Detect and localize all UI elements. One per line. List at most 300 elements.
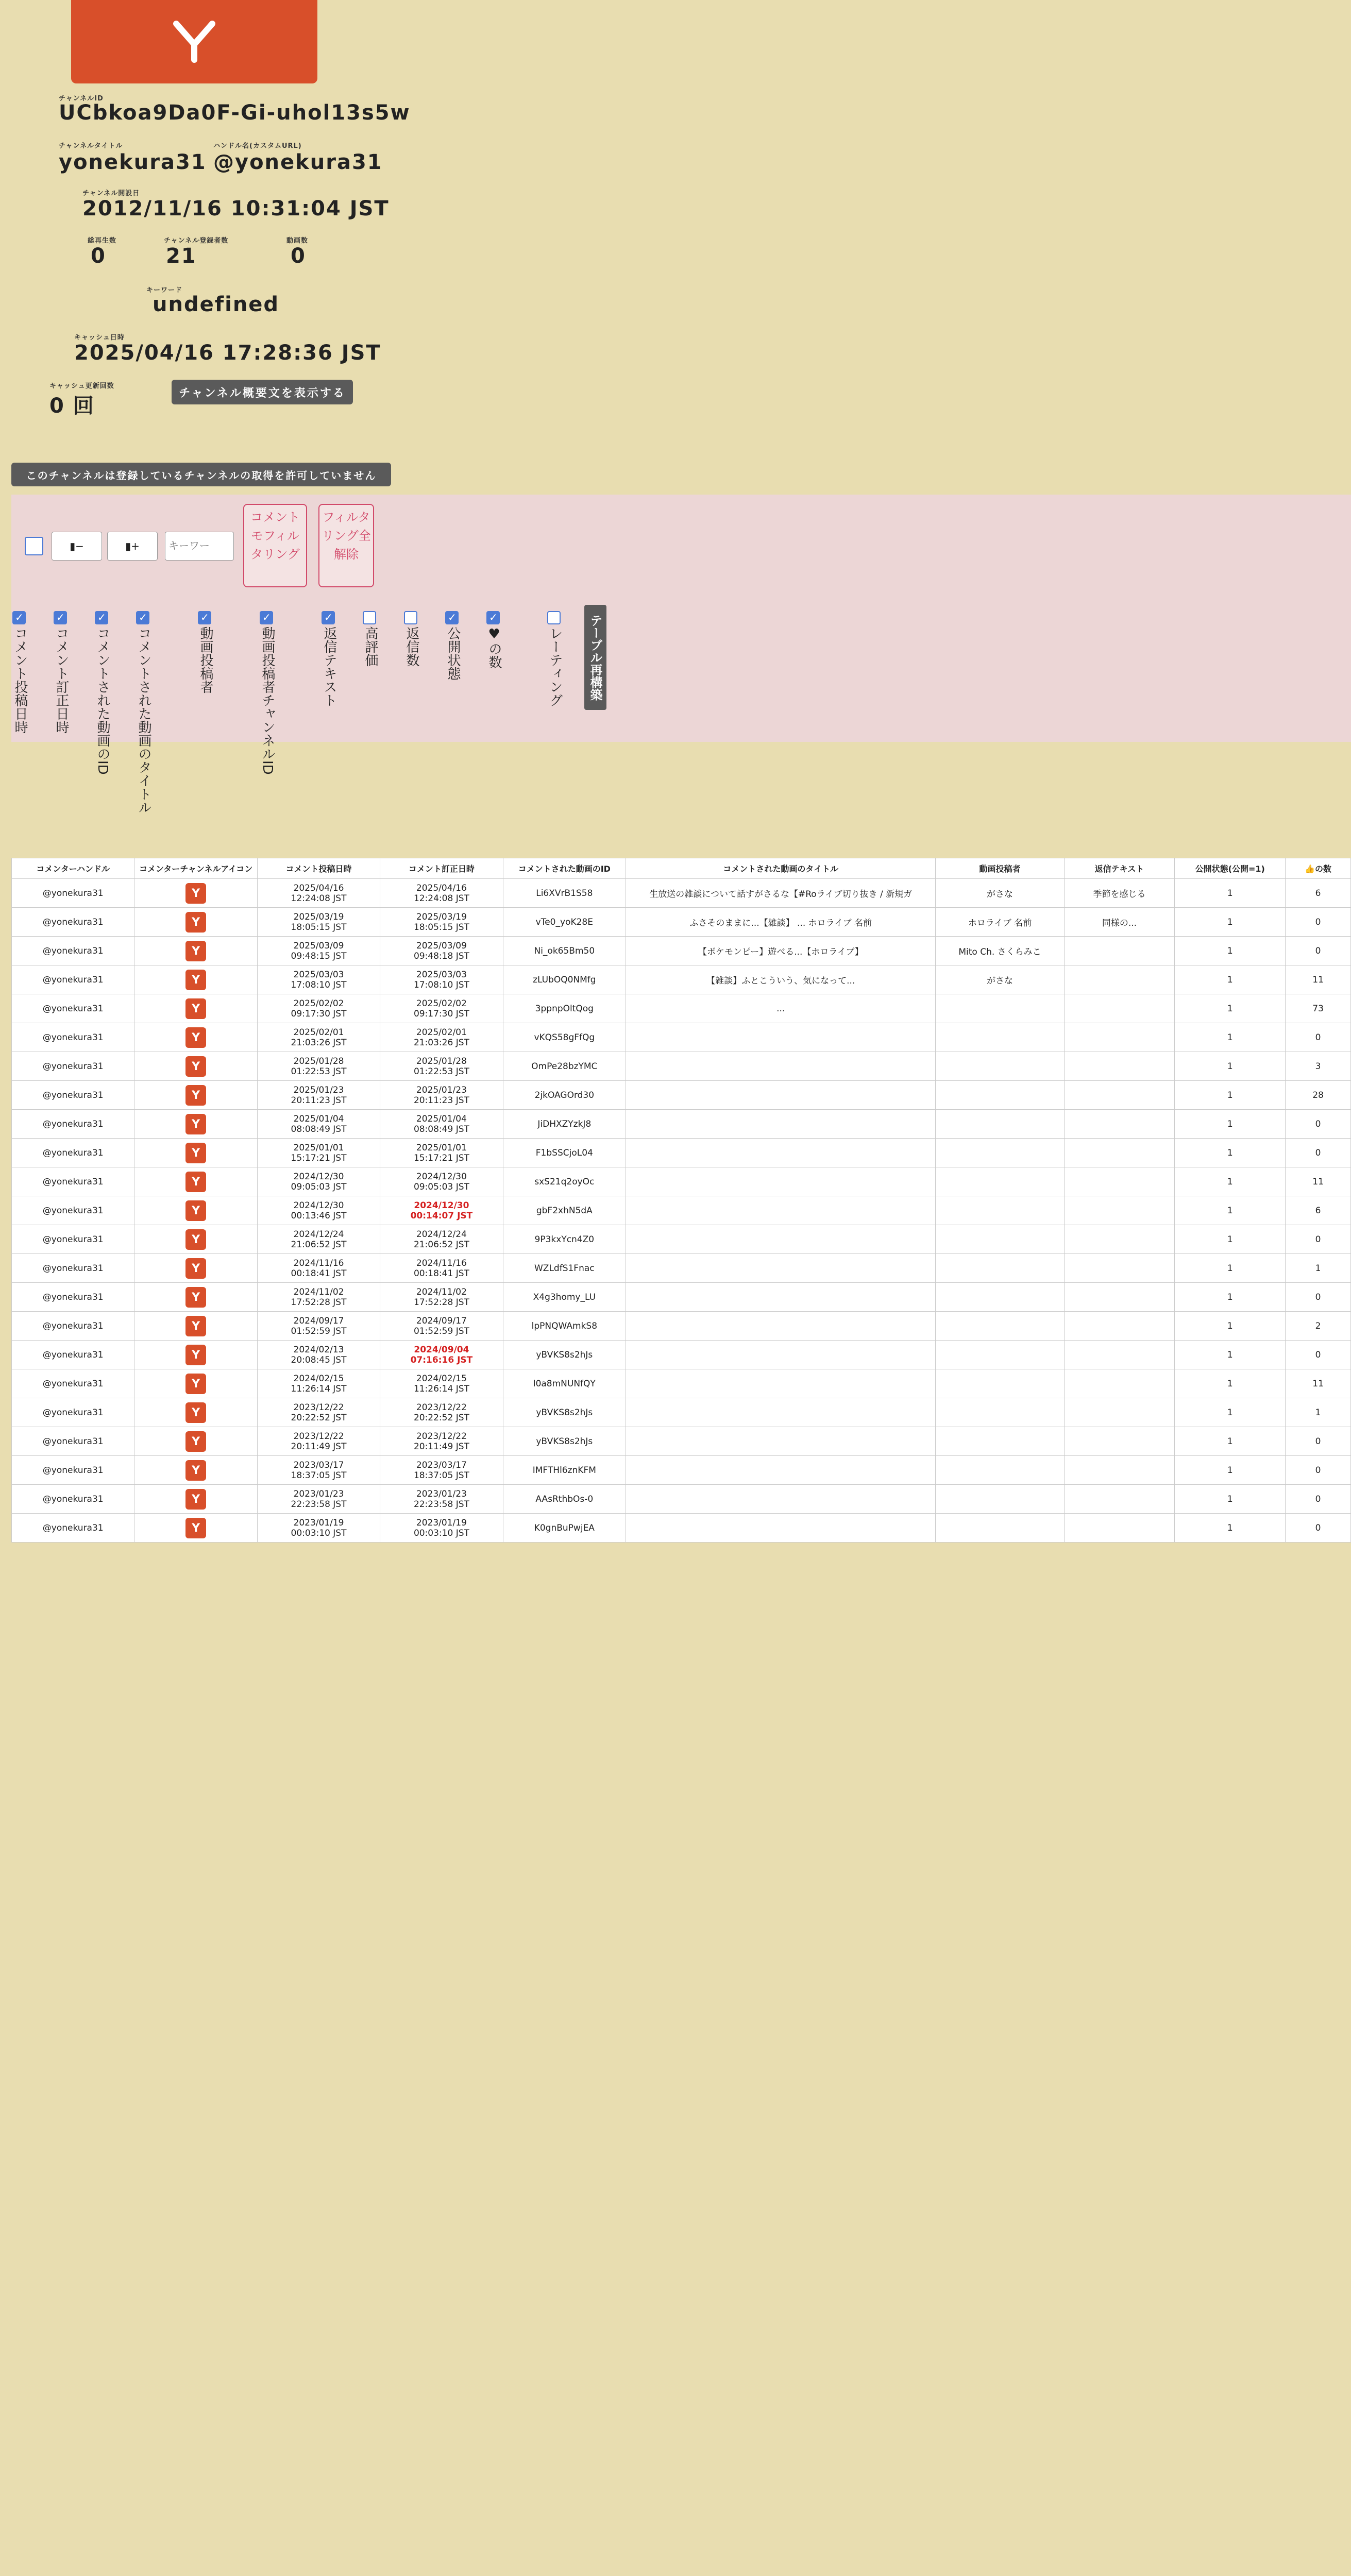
cell-uploader <box>936 1167 1064 1196</box>
cell-edited: 2024/02/15 11:26:14 JST <box>380 1369 503 1398</box>
cell-handle: @yonekura31 <box>12 1312 134 1341</box>
channel-avatar-icon[interactable] <box>185 1431 206 1452</box>
cell-reply <box>1064 1225 1175 1254</box>
expand-button[interactable]: ▮+ <box>107 532 158 561</box>
channel-avatar-icon[interactable] <box>185 1143 206 1163</box>
cell-public: 1 <box>1175 1427 1286 1456</box>
channel-avatar-icon[interactable] <box>185 1316 206 1336</box>
cell-video-title[interactable] <box>626 1398 936 1427</box>
views-label: 総再生数 <box>88 237 117 245</box>
th-icon[interactable]: コメンターチャンネルアイコン <box>134 858 257 879</box>
channel-avatar-icon[interactable] <box>185 883 206 904</box>
cell-video-id[interactable]: 2jkOAGOrd30 <box>503 1081 626 1110</box>
cell-video-id[interactable]: yBVKS8s2hJs <box>503 1398 626 1427</box>
table-row <box>12 1485 1351 1514</box>
cell-likes: 0 <box>1286 1283 1351 1312</box>
cell-video-id[interactable]: AAsRthbOs-0 <box>503 1485 626 1514</box>
cell-icon <box>134 1485 257 1514</box>
cell-uploader <box>936 1398 1064 1427</box>
cell-uploader <box>936 1485 1064 1514</box>
views-count: 0 <box>91 244 106 268</box>
cell-likes: 0 <box>1286 937 1351 965</box>
cell-video-title[interactable] <box>626 1254 936 1283</box>
channel-avatar-icon[interactable] <box>185 1287 206 1308</box>
cell-uploader <box>936 1139 1064 1167</box>
cell-handle: @yonekura31 <box>12 937 134 965</box>
th-public[interactable]: 公開状態(公開=1) <box>1175 858 1286 879</box>
cell-public: 1 <box>1175 1052 1286 1081</box>
cell-likes: 11 <box>1286 965 1351 994</box>
cache-count-label: キャッシュ更新回数 <box>49 382 114 390</box>
table-row <box>12 994 1351 1023</box>
column-toggle-3[interactable] <box>95 611 108 624</box>
comment-filter-button[interactable]: コメントモフィルタリング <box>243 504 307 587</box>
table-row <box>12 879 1351 908</box>
cell-public: 1 <box>1175 1283 1286 1312</box>
cell-uploader: Mito Ch. さくらみこ <box>936 937 1064 965</box>
cell-edited: 2025/02/02 09:17:30 JST <box>380 994 503 1023</box>
column-toggle-10[interactable] <box>445 611 459 624</box>
cell-edited: 2025/03/19 18:05:15 JST <box>380 908 503 937</box>
channel-avatar-icon[interactable] <box>185 998 206 1019</box>
cell-public: 1 <box>1175 1023 1286 1052</box>
channel-avatar-icon[interactable] <box>185 1229 206 1250</box>
column-label-1: コメント投稿日時 <box>12 626 28 734</box>
channel-avatar-icon[interactable] <box>185 1200 206 1221</box>
cell-uploader <box>936 1023 1064 1052</box>
column-toggle-9[interactable] <box>404 611 417 624</box>
cell-uploader <box>936 1427 1064 1456</box>
cell-handle: @yonekura31 <box>12 879 134 908</box>
cell-handle: @yonekura31 <box>12 1167 134 1196</box>
cell-video-title[interactable] <box>626 1427 936 1456</box>
y-logo-icon <box>171 19 217 65</box>
cell-reply <box>1064 1052 1175 1081</box>
cell-likes: 0 <box>1286 1225 1351 1254</box>
cell-edited: 2024/12/24 21:06:52 JST <box>380 1225 503 1254</box>
cell-public: 1 <box>1175 937 1286 965</box>
th-uploader[interactable]: 動画投稿者 <box>936 858 1064 879</box>
cell-uploader <box>936 1514 1064 1543</box>
cell-reply <box>1064 965 1175 994</box>
cell-handle: @yonekura31 <box>12 1427 134 1456</box>
cell-handle: @yonekura31 <box>12 1081 134 1110</box>
cell-icon <box>134 1369 257 1398</box>
cell-public: 1 <box>1175 1167 1286 1196</box>
cell-video-title[interactable] <box>626 1110 936 1139</box>
cell-video-title[interactable]: 【雑談】ふとこういう、気になって... <box>626 965 936 994</box>
cell-likes: 0 <box>1286 1427 1351 1456</box>
column-label-11: ♥の数 <box>486 626 502 669</box>
table-row <box>12 937 1351 965</box>
show-description-button[interactable]: チャンネル概要文を表示する <box>172 380 353 404</box>
cell-video-id[interactable]: gbF2xhN5dA <box>503 1196 626 1225</box>
cell-video-title[interactable] <box>626 1312 936 1341</box>
channel-avatar-icon[interactable] <box>185 1056 206 1077</box>
channel-avatar-icon[interactable] <box>185 1402 206 1423</box>
table-row <box>12 1023 1351 1052</box>
cell-likes: 0 <box>1286 1110 1351 1139</box>
column-label-7: 返信テキスト <box>322 626 337 707</box>
cell-posted: 2024/12/24 21:06:52 JST <box>257 1225 380 1254</box>
cell-video-title[interactable] <box>626 1514 936 1543</box>
table-row <box>12 1081 1351 1110</box>
created-date: 2012/11/16 10:31:04 JST <box>82 197 390 221</box>
cell-video-id[interactable]: JiDHXZYzkJ8 <box>503 1110 626 1139</box>
th-video-id[interactable]: コメントされた動画のID <box>503 858 626 879</box>
channel-avatar-icon[interactable] <box>185 1460 206 1481</box>
cell-public: 1 <box>1175 1110 1286 1139</box>
channel-avatar-icon[interactable] <box>185 1518 206 1538</box>
cell-reply: 同様の... <box>1064 908 1175 937</box>
cell-handle: @yonekura31 <box>12 1514 134 1543</box>
cell-edited: 2025/01/04 08:08:49 JST <box>380 1110 503 1139</box>
cell-reply <box>1064 1369 1175 1398</box>
cell-uploader <box>936 994 1064 1023</box>
cell-posted: 2023/01/19 00:03:10 JST <box>257 1514 380 1543</box>
cell-video-id[interactable]: 3ppnpOltQog <box>503 994 626 1023</box>
cell-posted: 2025/03/19 18:05:15 JST <box>257 908 380 937</box>
table-row <box>12 1052 1351 1081</box>
cell-video-id[interactable]: yBVKS8s2hJs <box>503 1341 626 1369</box>
channel-avatar-icon[interactable] <box>185 1258 206 1279</box>
table-header-row <box>12 858 1351 879</box>
cell-video-id[interactable]: yBVKS8s2hJs <box>503 1427 626 1456</box>
table-row <box>12 1254 1351 1283</box>
keyword-input[interactable] <box>165 532 234 561</box>
cell-reply <box>1064 1485 1175 1514</box>
cell-video-id[interactable]: sxS21q2oyOc <box>503 1167 626 1196</box>
cell-icon <box>134 1254 257 1283</box>
cell-icon <box>134 1514 257 1543</box>
column-toggle-7[interactable] <box>322 611 335 624</box>
cell-public: 1 <box>1175 1341 1286 1369</box>
cell-uploader <box>936 1283 1064 1312</box>
cell-video-title[interactable] <box>626 1225 936 1254</box>
cell-video-id[interactable]: l0a8mNUNfQY <box>503 1369 626 1398</box>
cell-video-id[interactable]: lpPNQWAmkS8 <box>503 1312 626 1341</box>
cell-video-title[interactable]: ... <box>626 994 936 1023</box>
table-body <box>12 879 1351 1543</box>
created-label: チャンネル開設日 <box>82 190 140 197</box>
cell-edited: 2024/11/16 00:18:41 JST <box>380 1254 503 1283</box>
cell-likes: 0 <box>1286 1341 1351 1369</box>
cell-public: 1 <box>1175 1081 1286 1110</box>
subscription-notice: このチャンネルは登録しているチャンネルの取得を許可していません <box>11 463 391 486</box>
select-all-checkbox[interactable] <box>25 537 43 555</box>
cell-likes: 0 <box>1286 908 1351 937</box>
cell-uploader: ホロライブ 名前 <box>936 908 1064 937</box>
th-likes[interactable]: 👍の数 <box>1286 858 1351 879</box>
channel-avatar-icon[interactable] <box>185 912 206 933</box>
cell-video-id[interactable]: OmPe28bzYMC <box>503 1052 626 1081</box>
cell-reply <box>1064 1139 1175 1167</box>
cell-edited: 2024/12/30 00:14:07 JST <box>380 1196 503 1225</box>
cell-video-title[interactable] <box>626 1283 936 1312</box>
cell-icon <box>134 1427 257 1456</box>
table-row <box>12 1398 1351 1427</box>
channel-id: UCbkoa9Da0F-Gi-uhol13s5w <box>59 101 411 125</box>
cell-posted: 2025/04/16 12:24:08 JST <box>257 879 380 908</box>
cell-posted: 2024/09/17 01:52:59 JST <box>257 1312 380 1341</box>
cell-video-title[interactable] <box>626 1081 936 1110</box>
column-toggle-8[interactable] <box>363 611 376 624</box>
cell-likes: 11 <box>1286 1369 1351 1398</box>
cell-public: 1 <box>1175 1369 1286 1398</box>
cell-video-title[interactable] <box>626 1196 936 1225</box>
cell-uploader <box>936 1052 1064 1081</box>
cell-handle: @yonekura31 <box>12 1225 134 1254</box>
column-toggle-1[interactable] <box>12 611 26 624</box>
cell-likes: 28 <box>1286 1081 1351 1110</box>
column-label-2: コメント訂正日時 <box>54 626 69 734</box>
th-edited[interactable]: コメント訂正日時 <box>380 858 503 879</box>
table-row <box>12 1456 1351 1485</box>
column-label-12: レーティング <box>547 626 563 707</box>
cell-uploader <box>936 1196 1064 1225</box>
cell-posted: 2024/02/13 20:08:45 JST <box>257 1341 380 1369</box>
column-toggle-12[interactable] <box>547 611 561 624</box>
table-row <box>12 1514 1351 1543</box>
table-row <box>12 1139 1351 1167</box>
cell-icon <box>134 1456 257 1485</box>
cell-public: 1 <box>1175 965 1286 994</box>
cell-edited: 2024/09/17 01:52:59 JST <box>380 1312 503 1341</box>
channel-avatar-icon[interactable] <box>185 1374 206 1394</box>
cell-posted: 2023/01/23 22:23:58 JST <box>257 1485 380 1514</box>
table-row <box>12 1225 1351 1254</box>
cache-date: 2025/04/16 17:28:36 JST <box>74 341 381 365</box>
column-label-9: 返信数 <box>404 626 419 667</box>
cell-icon <box>134 1167 257 1196</box>
cell-video-title[interactable]: 生放送の雑談について話すがさるな【#Roライブ切り抜き / 新規ガ <box>626 879 936 908</box>
table-row <box>12 1312 1351 1341</box>
cell-edited: 2023/01/19 00:03:10 JST <box>380 1514 503 1543</box>
cell-video-title[interactable] <box>626 1023 936 1052</box>
table-row <box>12 965 1351 994</box>
cell-uploader <box>936 1341 1064 1369</box>
cell-handle: @yonekura31 <box>12 1369 134 1398</box>
cell-posted: 2025/01/28 01:22:53 JST <box>257 1052 380 1081</box>
rebuild-table-button[interactable]: テーブル再構築 <box>584 605 606 710</box>
channel-title-label: チャンネルタイトル <box>59 142 123 150</box>
cell-posted: 2025/03/03 17:08:10 JST <box>257 965 380 994</box>
cell-edited: 2023/12/22 20:11:49 JST <box>380 1427 503 1456</box>
cell-reply <box>1064 937 1175 965</box>
cell-reply <box>1064 1110 1175 1139</box>
cell-handle: @yonekura31 <box>12 1196 134 1225</box>
table-row <box>12 1283 1351 1312</box>
cell-public: 1 <box>1175 1139 1286 1167</box>
keywords-value: undefined <box>153 293 280 316</box>
column-label-5: 動画投稿者 <box>198 626 213 693</box>
table-row <box>12 1427 1351 1456</box>
th-reply[interactable]: 返信テキスト <box>1064 858 1175 879</box>
cell-icon <box>134 879 257 908</box>
cell-reply <box>1064 1254 1175 1283</box>
cell-edited: 2023/03/17 18:37:05 JST <box>380 1456 503 1485</box>
cell-video-title[interactable] <box>626 1485 936 1514</box>
column-toggle-5[interactable] <box>198 611 211 624</box>
cell-video-id[interactable]: vTe0_yoK28E <box>503 908 626 937</box>
cell-edited: 2025/04/16 12:24:08 JST <box>380 879 503 908</box>
cell-uploader <box>936 1369 1064 1398</box>
channel-handle: @yonekura31 <box>213 150 383 174</box>
cell-icon <box>134 1023 257 1052</box>
cell-icon <box>134 1283 257 1312</box>
cell-uploader: がさな <box>936 965 1064 994</box>
cell-video-title[interactable] <box>626 1167 936 1196</box>
cell-video-title[interactable] <box>626 1341 936 1369</box>
cell-icon <box>134 1110 257 1139</box>
cell-uploader <box>936 1456 1064 1485</box>
cell-edited: 2025/01/28 01:22:53 JST <box>380 1052 503 1081</box>
collapse-button[interactable]: ▮− <box>52 532 102 561</box>
cell-video-title[interactable]: 【ボケモンピー】遊べる...【ホロライブ】 <box>626 937 936 965</box>
cell-handle: @yonekura31 <box>12 1110 134 1139</box>
cell-reply <box>1064 1167 1175 1196</box>
cell-posted: 2024/02/15 11:26:14 JST <box>257 1369 380 1398</box>
cell-handle: @yonekura31 <box>12 1254 134 1283</box>
cell-posted: 2024/12/30 09:05:03 JST <box>257 1167 380 1196</box>
cell-icon <box>134 1052 257 1081</box>
cell-public: 1 <box>1175 1312 1286 1341</box>
cell-edited: 2025/03/03 17:08:10 JST <box>380 965 503 994</box>
cell-likes: 1 <box>1286 1398 1351 1427</box>
cell-video-id[interactable]: vKQS58gFfQg <box>503 1023 626 1052</box>
channel-avatar-icon[interactable] <box>185 1489 206 1510</box>
cell-video-id[interactable]: Ni_ok65Bm50 <box>503 937 626 965</box>
table-row <box>12 1167 1351 1196</box>
cell-handle: @yonekura31 <box>12 1398 134 1427</box>
cell-reply <box>1064 1023 1175 1052</box>
cell-video-title[interactable]: ふさそのままに...【雑談】 ... ホロライブ 名前 <box>626 908 936 937</box>
cell-edited: 2024/11/02 17:52:28 JST <box>380 1283 503 1312</box>
column-label-10: 公開状態 <box>445 626 461 680</box>
cell-icon <box>134 937 257 965</box>
cell-likes: 11 <box>1286 1167 1351 1196</box>
cell-handle: @yonekura31 <box>12 1456 134 1485</box>
cell-video-id[interactable]: Li6XVrB1S58 <box>503 879 626 908</box>
channel-avatar-icon[interactable] <box>185 970 206 990</box>
channel-title: yonekura31 <box>59 150 207 174</box>
keywords-label: キーワード <box>146 286 183 294</box>
cell-handle: @yonekura31 <box>12 1052 134 1081</box>
cache-label: キャッシュ日時 <box>74 334 125 342</box>
cell-video-id[interactable]: F1bSSCjoL04 <box>503 1139 626 1167</box>
th-posted[interactable]: コメント投稿日時 <box>257 858 380 879</box>
cell-likes: 3 <box>1286 1052 1351 1081</box>
column-toggle-11[interactable] <box>486 611 500 624</box>
cell-likes: 6 <box>1286 879 1351 908</box>
table-row <box>12 1341 1351 1369</box>
cell-public: 1 <box>1175 1485 1286 1514</box>
channel-avatar-icon[interactable] <box>185 1027 206 1048</box>
cell-posted: 2023/12/22 20:11:49 JST <box>257 1427 380 1456</box>
cell-edited: 2023/01/23 22:23:58 JST <box>380 1485 503 1514</box>
cell-video-id[interactable]: 9P3kxYcn4Z0 <box>503 1225 626 1254</box>
cell-edited: 2025/02/01 21:03:26 JST <box>380 1023 503 1052</box>
cell-icon <box>134 994 257 1023</box>
cell-icon <box>134 1081 257 1110</box>
column-label-6: 動画投稿者チャンネルID <box>260 626 275 775</box>
cell-video-title[interactable] <box>626 1456 936 1485</box>
cell-uploader: がさな <box>936 879 1064 908</box>
cache-count: 0 回 <box>49 394 95 418</box>
handle-label: ハンドル名(カスタムURL) <box>213 142 302 150</box>
control-panel <box>11 495 1351 814</box>
cell-video-id[interactable]: WZLdfS1Fnac <box>503 1254 626 1283</box>
filter-clear-button[interactable]: フィルタリング全解除 <box>318 504 374 587</box>
cell-edited: 2025/01/01 15:17:21 JST <box>380 1139 503 1167</box>
cell-posted: 2024/11/02 17:52:28 JST <box>257 1283 380 1312</box>
cell-reply <box>1064 1312 1175 1341</box>
column-toggle-2[interactable] <box>54 611 67 624</box>
cell-likes: 0 <box>1286 1456 1351 1485</box>
cell-posted: 2023/03/17 18:37:05 JST <box>257 1456 380 1485</box>
cell-video-title[interactable] <box>626 1139 936 1167</box>
cell-handle: @yonekura31 <box>12 1283 134 1312</box>
cell-handle: @yonekura31 <box>12 1023 134 1052</box>
channel-logo <box>71 0 317 83</box>
cell-edited: 2025/01/23 20:11:23 JST <box>380 1081 503 1110</box>
channel-avatar-icon[interactable] <box>185 941 206 961</box>
channel-id-label: チャンネルID <box>59 95 104 103</box>
cell-video-id[interactable]: zLUbOQ0NMfg <box>503 965 626 994</box>
cell-icon <box>134 1341 257 1369</box>
comments-table-wrapper <box>11 858 1351 2576</box>
cell-posted: 2025/02/01 21:03:26 JST <box>257 1023 380 1052</box>
cell-public: 1 <box>1175 1254 1286 1283</box>
cell-posted: 2025/01/23 20:11:23 JST <box>257 1081 380 1110</box>
column-toggle-4[interactable] <box>136 611 149 624</box>
cell-video-id[interactable]: X4g3homy_LU <box>503 1283 626 1312</box>
cell-video-title[interactable] <box>626 1052 936 1081</box>
cell-likes: 6 <box>1286 1196 1351 1225</box>
cell-posted: 2023/12/22 20:22:52 JST <box>257 1398 380 1427</box>
cell-public: 1 <box>1175 1456 1286 1485</box>
channel-avatar-icon[interactable] <box>185 1114 206 1134</box>
cell-handle: @yonekura31 <box>12 1341 134 1369</box>
th-video-title[interactable]: コメントされた動画のタイトル <box>626 858 936 879</box>
cell-reply <box>1064 1196 1175 1225</box>
th-handle[interactable]: コメンターハンドル <box>12 858 134 879</box>
cell-reply <box>1064 1081 1175 1110</box>
cell-edited: 2024/09/04 07:16:16 JST <box>380 1341 503 1369</box>
cell-icon <box>134 1398 257 1427</box>
cell-video-title[interactable] <box>626 1369 936 1398</box>
cell-handle: @yonekura31 <box>12 1139 134 1167</box>
cell-reply <box>1064 994 1175 1023</box>
cell-icon <box>134 1312 257 1341</box>
cell-icon <box>134 1196 257 1225</box>
column-label-3: コメントされた動画のID <box>95 626 110 775</box>
cell-icon <box>134 908 257 937</box>
cell-handle: @yonekura31 <box>12 1485 134 1514</box>
cell-reply: 季節を感じる <box>1064 879 1175 908</box>
channel-avatar-icon[interactable] <box>185 1172 206 1192</box>
cell-video-id[interactable]: K0gnBuPwjEA <box>503 1514 626 1543</box>
cell-posted: 2025/01/01 15:17:21 JST <box>257 1139 380 1167</box>
comments-table <box>11 858 1351 1543</box>
cell-video-id[interactable]: IMFTHl6znKFM <box>503 1456 626 1485</box>
channel-avatar-icon[interactable] <box>185 1345 206 1365</box>
cell-public: 1 <box>1175 908 1286 937</box>
videos-label: 動画数 <box>286 237 309 245</box>
table-row <box>12 1196 1351 1225</box>
column-toggle-6[interactable] <box>260 611 273 624</box>
channel-avatar-icon[interactable] <box>185 1085 206 1106</box>
